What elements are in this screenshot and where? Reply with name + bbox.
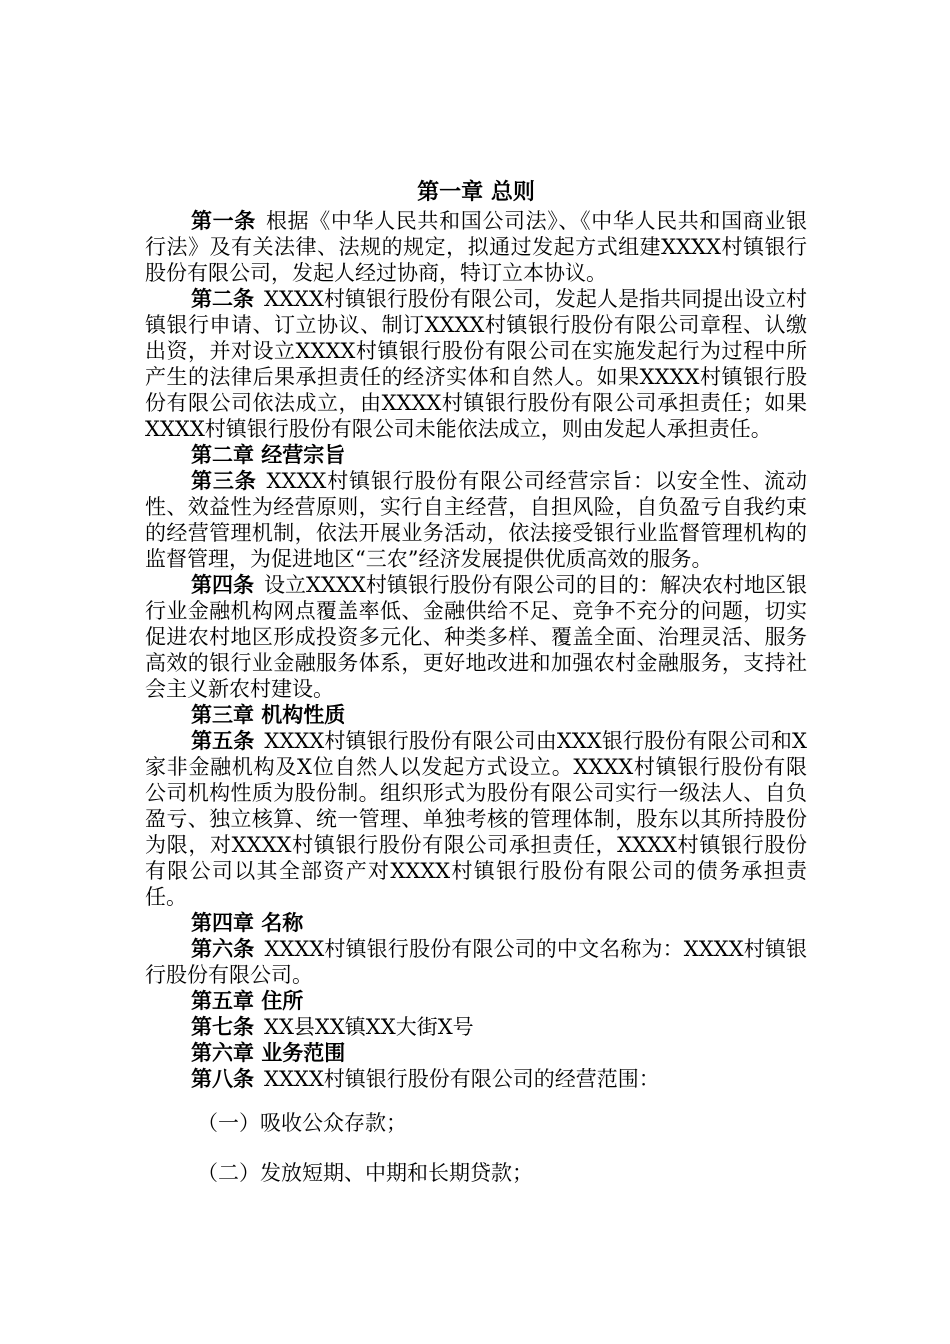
article-1-label: 第一条 xyxy=(191,208,256,233)
chapter-2-title: 第二章 经营宗旨 xyxy=(191,442,346,467)
document-page xyxy=(145,176,807,1186)
chapter-1-title: 第一章 总则 xyxy=(417,179,535,205)
chapter-4-title: 第四章 名称 xyxy=(191,910,304,935)
article-4 xyxy=(145,572,807,702)
list-item: （一）吸收公众存款； xyxy=(197,1111,407,1135)
article-8-label: 第八条 xyxy=(191,1066,254,1091)
chapter-5-title: 第五章 住所 xyxy=(191,988,304,1013)
article-6-label: 第六条 xyxy=(191,936,255,961)
article-5-text: XXXX村镇银行股份有限公司由XXX银行股份有限公司和X家非金融机构及X位自然人以发起方式设立。XXXX村镇银行股份有限公司机构性质为股份制。组织形式为股份有限公司实行一级法人、自负盈亏、独立核算、统一管理、单独考核的管理体制，股东以其所持股份为限，对XXXX村镇银行股份有限公司承担责任，XXXX村镇银行股份有限公司以其全部资产对XXXX村镇银行股份有限公司的债务承担责任。 xyxy=(145,729,808,909)
article-6 xyxy=(145,936,807,988)
chapter-3-title: 第三章 机构性质 xyxy=(191,702,346,727)
article-7-label: 第七条 xyxy=(191,1014,254,1039)
article-3-label: 第三条 xyxy=(191,468,257,493)
article-2 xyxy=(145,286,807,442)
article-4-text: 设立XXXX村镇银行股份有限公司的目的：解决农村地区银行业金融机构网点覆盖率低、金融供给不足、竞争不充分的问题，切实促进农村地区形成投资多元化、种类多样、覆盖全面、治理灵活、服务高效的银行业金融服务体系，更好地改进和加强农村金融服务，支持社会主义新农村建设。 xyxy=(145,573,807,701)
article-3-text: XXXX村镇银行股份有限公司经营宗旨：以安全性、流动性、效益性为经营原则，实行自主经营，自担风险，自负盈亏自我约束的经营管理机制，依法开展业务活动，依法接受银行业监督管理机构的监督管理，为促进地区“三农”经济发展提供优质高效的服务。 xyxy=(145,469,807,571)
article-3 xyxy=(145,468,807,572)
article-7-text: XX县XX镇XX大街X号 xyxy=(264,1015,474,1039)
article-5 xyxy=(145,728,807,910)
article-6-text: XXXX村镇银行股份有限公司的中文名称为：XXXX村镇银行股份有限公司。 xyxy=(145,937,808,987)
article-2-text: XXXX村镇银行股份有限公司，发起人是指共同提出设立村镇银行申请、订立协议、制订XXXX村镇银行股份有限公司章程、认缴出资，并对设立XXXX村镇银行股份有限公司在实施发起行为过程中所产生的法律后果承担责任的经济实体和自然人。如果XXXX村镇银行股份有限公司依法成立，由XXXX村镇银行股份有限公司承担责任；如果XXXX村镇银行股份有限公司未能依法成立，则由发起人承担责任。 xyxy=(145,287,807,441)
article-7 xyxy=(145,1014,807,1040)
article-4-label: 第四条 xyxy=(191,572,255,597)
article-1-text: 根据《中华人民共和国公司法》、《中华人民共和国商业银行法》及有关法律、法规的规定，拟通过发起方式组建XXXX村镇银行股份有限公司，发起人经过协商，特订立本协议。 xyxy=(145,209,808,285)
article-8 xyxy=(145,1066,807,1092)
article-5-label: 第五条 xyxy=(191,728,255,753)
article-2-label: 第二条 xyxy=(191,286,255,311)
article-1 xyxy=(145,208,807,286)
article-8-text: XXXX村镇银行股份有限公司的经营范围： xyxy=(264,1067,660,1091)
list-item: （二）发放短期、中期和长期贷款； xyxy=(197,1161,533,1185)
chapter-6-title: 第六章 业务范围 xyxy=(191,1040,346,1065)
